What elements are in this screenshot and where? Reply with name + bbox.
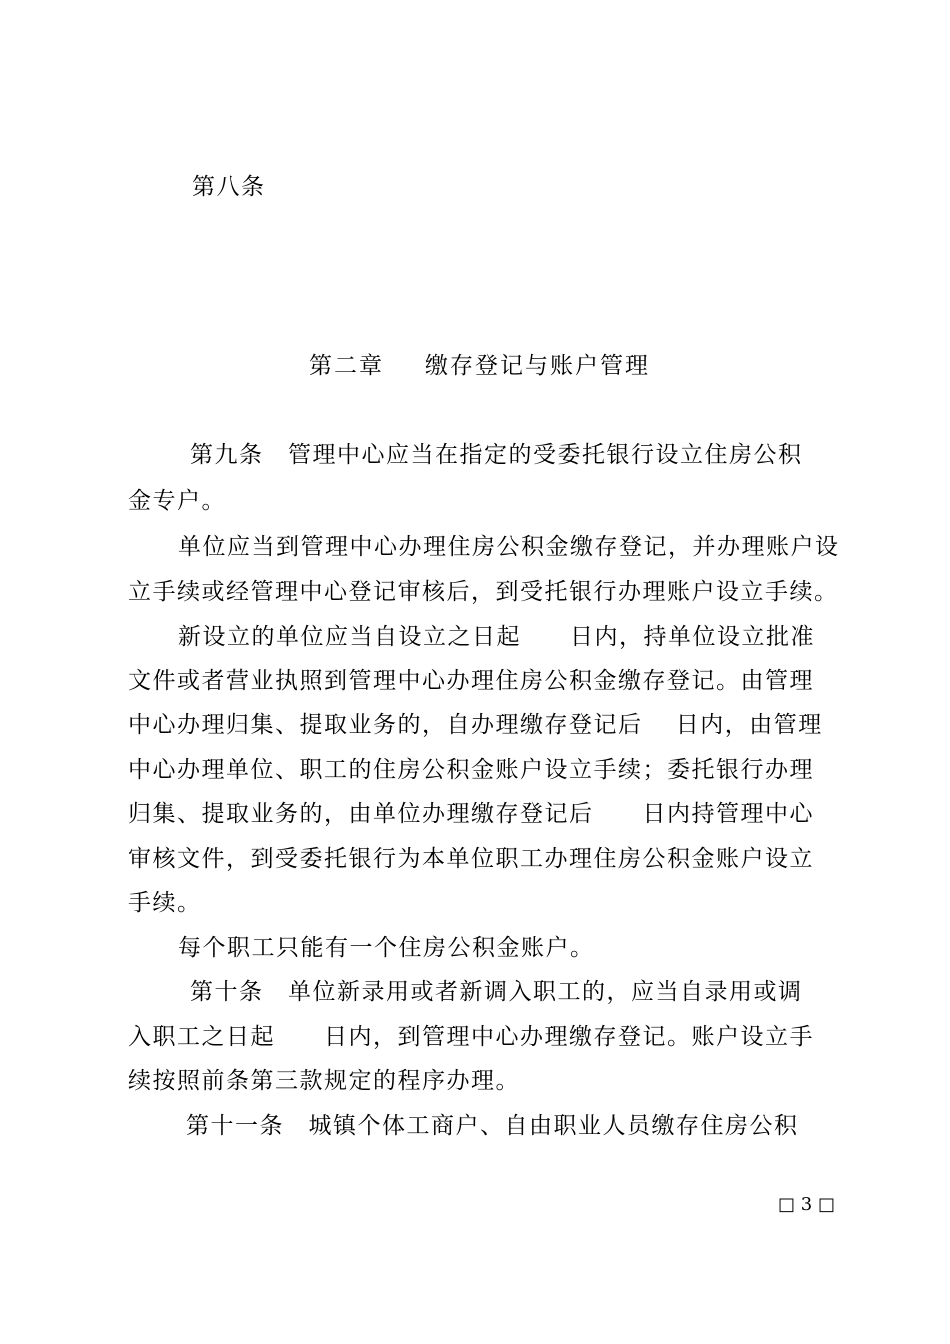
body-line: 金专户。 — [128, 488, 226, 514]
page-number-marker-left: □ — [778, 1194, 796, 1215]
page-number — [778, 1190, 835, 1220]
body-line: 中心办理单位、职工的住房公积金账户设立手续；委托银行办理 — [128, 757, 814, 783]
body-line: 归集、提取业务的，由单位办理缴存登记后 日内持管理中心 — [128, 801, 814, 827]
body-line: 中心办理归集、提取业务的，自办理缴存登记后 日内，由管理 — [128, 712, 823, 738]
body-line: 单位应当到管理中心办理住房公积金缴存登记，并办理账户设 — [178, 534, 840, 560]
body-line: 新设立的单位应当自设立之日起 日内，持单位设立批准 — [178, 624, 815, 650]
page-number-value: 3 — [800, 1194, 813, 1215]
body-line: 手续。 — [128, 890, 202, 916]
body-line: 入职工之日起 日内，到管理中心办理缴存登记。账户设立手 — [128, 1024, 814, 1050]
chapter-title: 缴存登记与账户管理 — [425, 353, 650, 379]
body-line: 审核文件，到受委托银行为本单位职工办理住房公积金账户设立 — [128, 846, 814, 872]
body-line: 第十一条 城镇个体工商户、自由职业人员缴存住房公积 — [186, 1113, 799, 1139]
article8-heading: 第八条 — [192, 174, 266, 200]
page-number-marker-right: □ — [817, 1194, 835, 1215]
body-line: 第九条 管理中心应当在指定的受委托银行设立住房公积 — [190, 442, 803, 468]
body-line: 立手续或经管理中心登记审核后，到受托银行办理账户设立手续。 — [128, 579, 839, 605]
body-line: 文件或者营业执照到管理中心办理住房公积金缴存登记。由管理 — [128, 668, 814, 694]
body-line: 每个职工只能有一个住房公积金账户。 — [178, 935, 595, 961]
chapter-number: 第二章 — [309, 353, 384, 379]
body-line: 第十条 单位新录用或者新调入职工的，应当自录用或调 — [190, 979, 803, 1005]
body-line: 续按照前条第三款规定的程序办理。 — [128, 1068, 520, 1094]
